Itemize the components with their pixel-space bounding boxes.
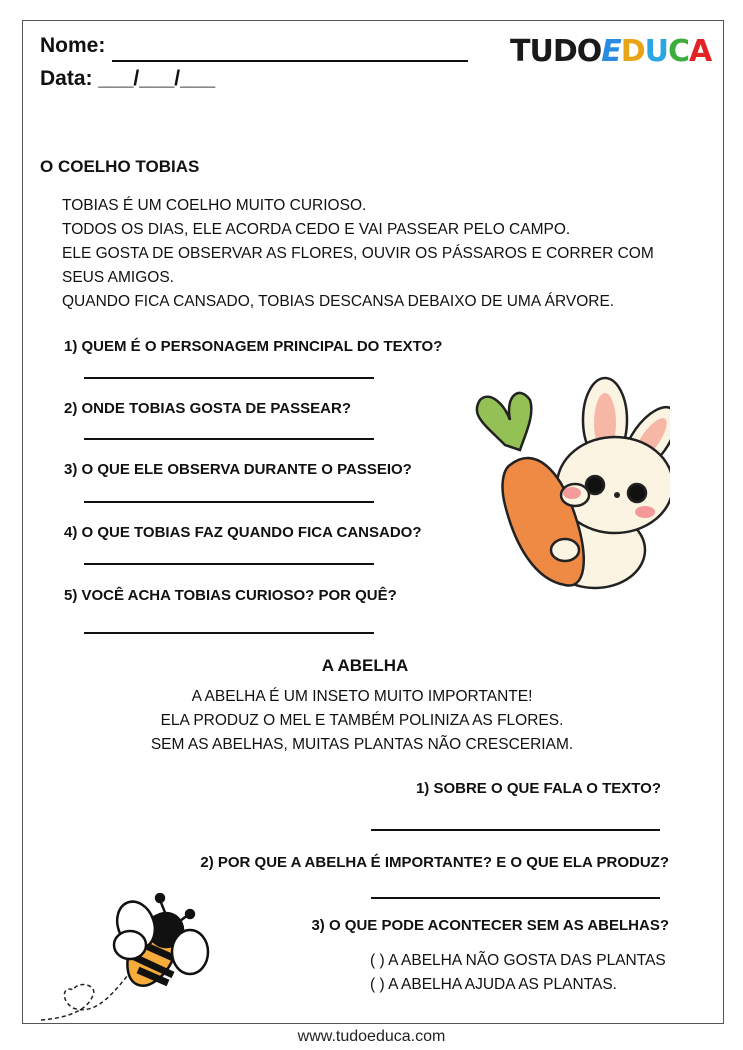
date-label: Data: [40, 67, 93, 90]
option-checkbox-2[interactable]: ( ) A ABELHA AJUDA AS PLANTAS. [370, 976, 617, 993]
story2-paragraph [0, 685, 724, 757]
text-line: SEM AS ABELHAS, MUITAS PLANTAS NÃO CRESCERIAM. [150, 736, 574, 753]
logo-d: D [620, 34, 645, 69]
answer-line[interactable] [371, 829, 660, 831]
logo-book-e: E [601, 34, 621, 69]
name-line [112, 60, 468, 62]
answer-line[interactable] [84, 501, 374, 503]
answer-line[interactable] [84, 563, 374, 565]
story2-title: A ABELHA [321, 656, 409, 675]
bee-illustration [38, 890, 218, 1025]
story1-question-5: 5) VOCÊ ACHA TOBIAS CURIOSO? POR QUÊ? [64, 587, 397, 604]
option-checkbox-1[interactable]: ( ) A ABELHA NÃO GOSTA DAS PLANTAS [370, 952, 666, 969]
logo-tudo: TUDO [510, 34, 602, 69]
story1-question-4: 4) O QUE TOBIAS FAZ QUANDO FICA CANSADO? [64, 524, 422, 541]
text-line: ELE GOSTA DE OBSERVAR AS FLORES, OUVIR OS PÁSSAROS E CORRER COM [62, 245, 654, 262]
answer-line[interactable] [84, 438, 374, 440]
story1-paragraph [62, 194, 654, 314]
text-line: QUANDO FICA CANSADO, TOBIAS DESCANSA DEBAIXO DE UMA ÁRVORE. [62, 293, 615, 310]
answer-line[interactable] [371, 897, 660, 899]
story2-question-3: 3) O QUE PODE ACONTECER SEM AS ABELHAS? [311, 917, 669, 934]
logo-c: C [668, 34, 690, 69]
answer-line[interactable] [84, 377, 374, 379]
date-blank: ___/___/___ [98, 67, 216, 90]
text-line: SEUS AMIGOS. [62, 269, 174, 286]
name-field [40, 34, 105, 58]
name-label: Nome: [40, 34, 106, 57]
story1-question-3: 3) O QUE ELE OBSERVA DURANTE O PASSEIO? [64, 461, 412, 478]
tudoeduca-logo [510, 34, 711, 69]
logo-u: U [644, 34, 669, 69]
story1-question-2: 2) ONDE TOBIAS GOSTA DE PASSEAR? [64, 400, 351, 417]
text-line: A ABELHA É UM INSETO MUITO IMPORTANTE! [191, 688, 533, 705]
text-line: ELA PRODUZ O MEL E TAMBÉM POLINIZA AS FLORES. [160, 712, 564, 729]
logo-a: A [689, 34, 712, 69]
footer-url[interactable]: www.tudoeduca.com [297, 1028, 446, 1045]
bunny-with-carrot-illustration [465, 375, 670, 595]
text-line: TOBIAS É UM COELHO MUITO CURIOSO. [62, 197, 367, 214]
story2-options [370, 949, 666, 997]
story1-title: O COELHO TOBIAS [40, 157, 200, 176]
story2-question-1: 1) SOBRE O QUE FALA O TEXTO? [415, 780, 661, 797]
date-field [40, 67, 215, 91]
story1-question-1: 1) QUEM É O PERSONAGEM PRINCIPAL DO TEXTO? [64, 338, 443, 355]
story2-question-2: 2) POR QUE A ABELHA É IMPORTANTE? E O QUE ELA PRODUZ? [200, 854, 669, 871]
answer-line[interactable] [84, 632, 374, 634]
text-line: TODOS OS DIAS, ELE ACORDA CEDO E VAI PASSEAR PELO CAMPO. [62, 221, 571, 238]
